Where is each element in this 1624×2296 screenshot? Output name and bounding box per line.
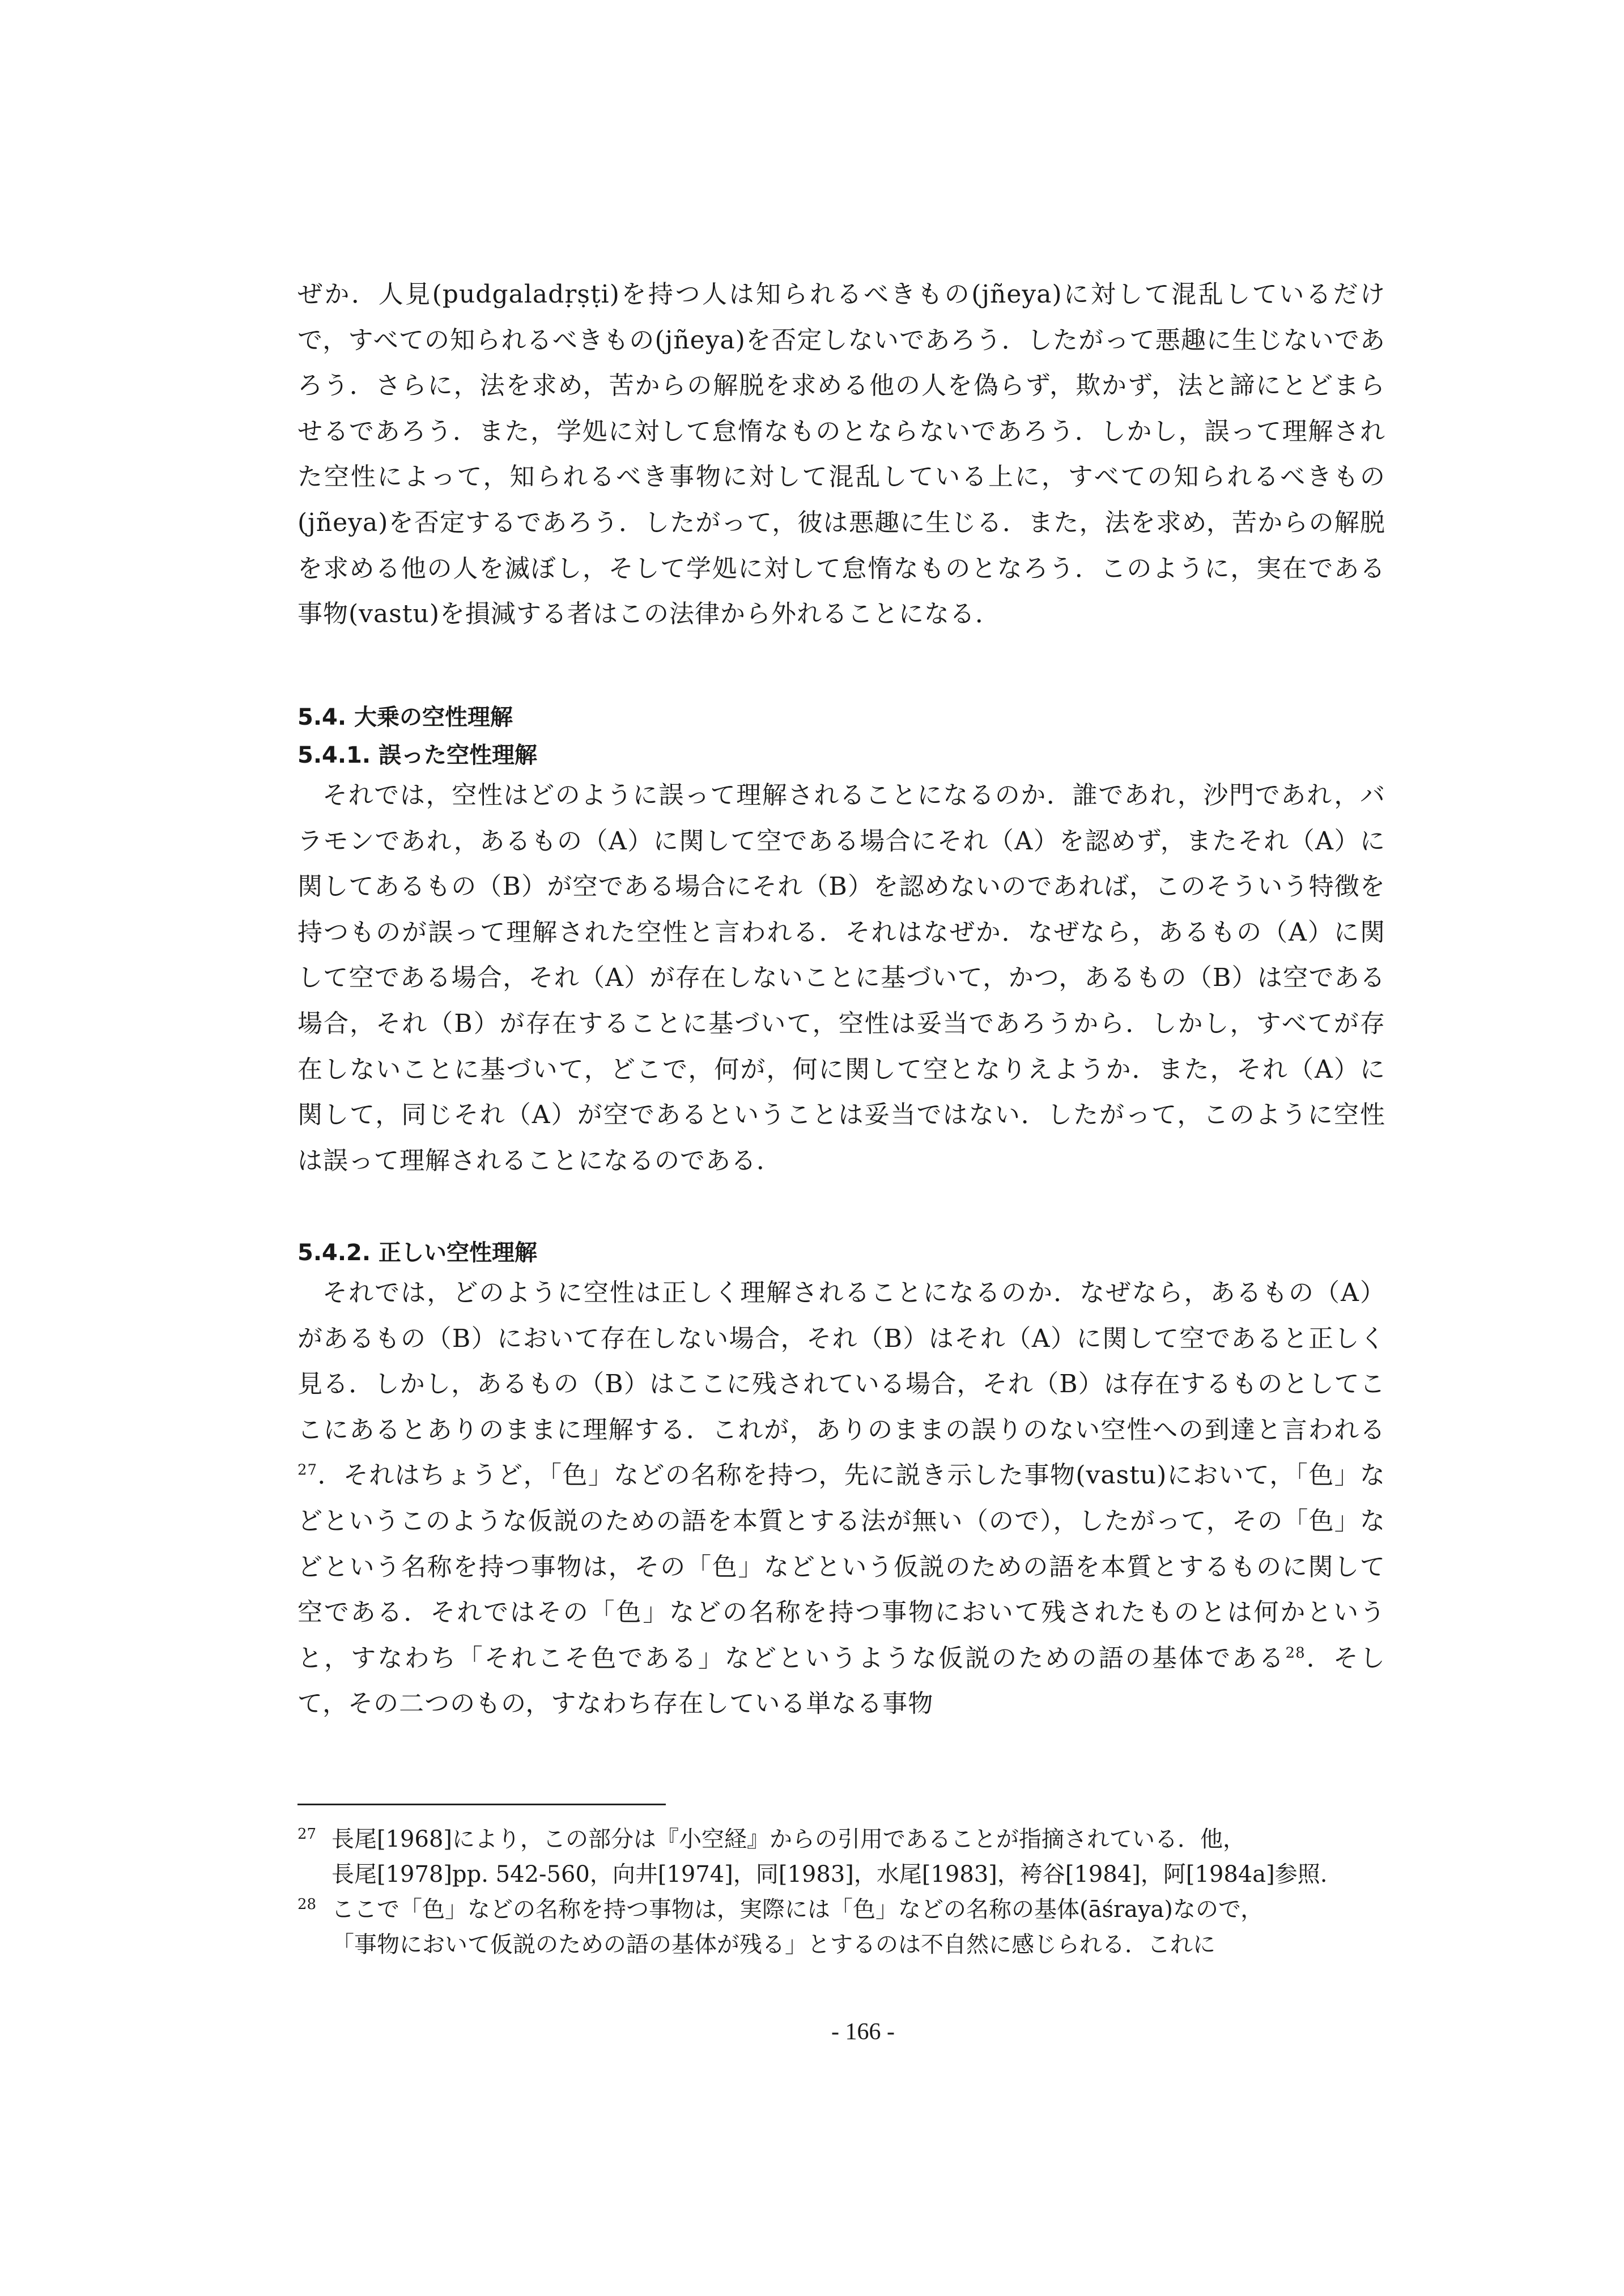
section-5-4-2-body bbox=[297, 1270, 1385, 1727]
section-5-4-heading: 5.4. 大乗の空性理解 bbox=[297, 704, 513, 730]
body-text: ．そして，その二つのもの，すなわち存在している単なる事物 bbox=[297, 1643, 1386, 1719]
page-number: - 166 - bbox=[831, 2019, 895, 2045]
section-5-4-1-body: それでは，空性はどのように誤って理解されることになるのか．誰であれ，沙門であれ，バラモンであれ，あるもの（A）に関して空である場合にそれ（A）を認めず，またそれ（A）に関してあるもの（B）が空である場合にそれ（B）を認めないのであれば，このそういう特徴を持つものが誤って理解された空性と言われる．それはなぜか．なぜなら，あるもの（A）に関して空である場合，それ（A）が存在しないことに基づいて，かつ，あるもの（B）は空である場合，それ（B）が存在することに基づいて，空性は妥当であろうから．しかし，すべてが存在しないことに基づいて，どこで，何が，何に関して空となりえようか．また，それ（A）に関して，同じそれ（A）が空であるということは妥当ではない．したがって，このように空性は誤って理解されることになるのである． bbox=[297, 781, 1385, 1175]
footnote-ref: 27 bbox=[297, 1461, 318, 1479]
section-5-4-2-heading: 5.4.2. 正しい空性理解 bbox=[297, 1240, 538, 1266]
footnote-separator bbox=[297, 1804, 666, 1805]
footnote-line: ここで「色」などの名称を持つ事物は，実際には「色」などの名称の基体(āśraya)なので， bbox=[331, 1897, 1264, 1923]
section-5-4-1-block bbox=[297, 738, 1385, 1184]
footnote-line: 「事物において仮説のための語の基体が残る」とするのは不自然に感じられる．これに bbox=[331, 1932, 1215, 1958]
footnote bbox=[297, 1822, 1385, 1892]
footnote-line: 長尾[1968]により，この部分は『小空経』からの引用であることが指摘されている．他， bbox=[331, 1826, 1246, 1852]
footnote bbox=[297, 1892, 1385, 1962]
footnote-line: 長尾[1978]pp. 542-560，向井[1974]，同[1983]，水尾[1983]，袴谷[1984]，阿[1984a]参照. bbox=[331, 1861, 1328, 1887]
intro-block bbox=[297, 272, 1385, 637]
section-5-4-1-heading: 5.4.1. 誤った空性理解 bbox=[297, 742, 538, 768]
footnote-number: 28 bbox=[297, 1896, 317, 1913]
intro-paragraph: ぜか．人見(pudgaladṛṣṭi)を持つ人は知られるべきもの(jñeya)に対して混乱しているだけで，すべての知られるべきもの(jñeya)を否定しないであろう．したがって悪趣に生じないであろう．さらに，法を求め，苦からの解脱を求める他の人を偽らず，欺かず，法と諦にとどまらせるであろう．また，学処に対して怠惰なものとならないであろう．しかし，誤って理解された空性によって，知られるべき事物に対して混乱している上に，すべての知られるべきもの(jñeya)を否定するであろう．したがって，彼は悪趣に生じる．また，法を求め，苦からの解脱を求める他の人を滅ぼし，そして学処に対して怠惰なものとなろう．このように，実在である事物(vastu)を損減する者はこの法律から外れることになる． bbox=[297, 280, 1385, 629]
body-text: ．それはちょうど，「色」などの名称を持つ，先に説き示した事物(vastu)において，「色」などというこのような仮説のための語を本質とする法が無い（ので），したがって，その「色」などという名称を持つ事物は，その「色」などという仮説のための語を本質とするものに関して空である．それではその「色」などの名称を持つ事物において残されたものとは何かというと，すなわち「それこそ色である」などというような仮説のための語の基体である bbox=[297, 1461, 1385, 1673]
footnote-number: 27 bbox=[297, 1826, 317, 1843]
section-5-4-2-block bbox=[297, 1235, 1385, 1727]
body-text: それでは，どのように空性は正しく理解されることになるのか．なぜなら，あるもの（A）があるもの（B）において存在しない場合，それ（B）はそれ（A）に関して空であると正しく見る．しかし，あるもの（B）はここに残されている場合，それ（B）は存在するものとしてここにあるとありのままに理解する．これが，ありのままの誤りのない空性への到達と言われる bbox=[297, 1278, 1385, 1444]
section-5-4-heading-block bbox=[297, 700, 1385, 735]
footnote-ref: 28 bbox=[1285, 1644, 1306, 1662]
